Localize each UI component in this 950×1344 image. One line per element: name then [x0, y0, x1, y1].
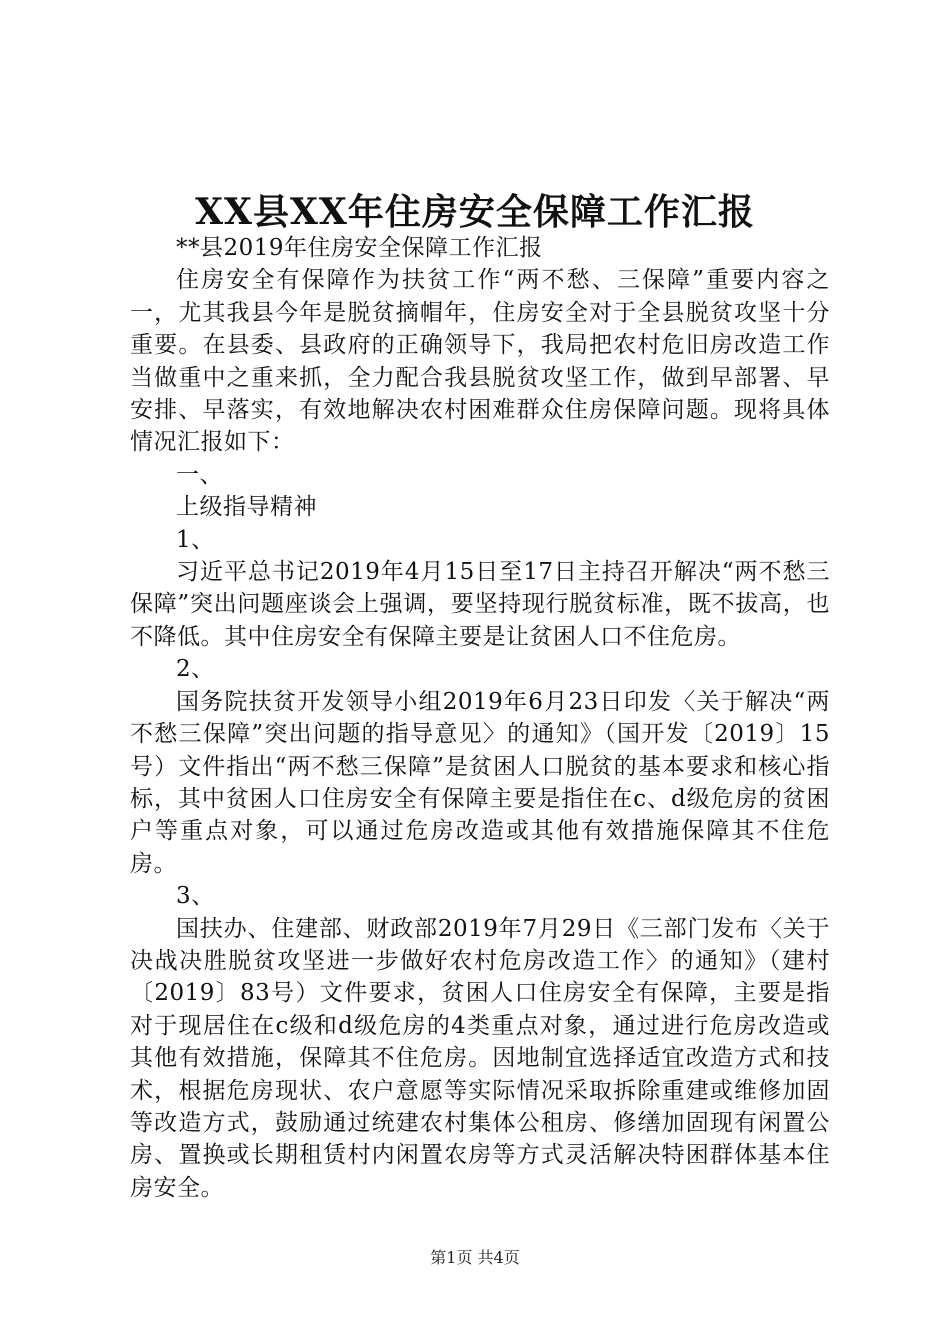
document-body [130, 232, 830, 1204]
item-paragraph-3: 国扶办、住建部、财政部2019年7月29日《三部门发布〈关于决战决胜脱贫攻坚进一步做好农村危房改造工作〉的通知》（建村〔2019〕83号）文件要求，贫困人口住房安全有保障，主要是指对于现居住在c级和d级危房的4类重点对象，通过进行危房改造或其他有效措施，保障其不住危房。因地制宜选择适宜改造方式和技术，根据危房现状、农户意愿等实际情况采取拆除重建或维修加固等改造方式，鼓励通过统建农村集体公租房、修缮加固现有闲置公房、置换或长期租赁村内闲置农房等方式灵活解决特困群体基本住房安全。 [130, 915, 830, 1201]
subtitle-paragraph: **县2019年住房安全保障工作汇报 [176, 235, 543, 261]
item-number-1: 1、 [176, 526, 215, 553]
section-heading: 上级指导精神 [176, 494, 317, 521]
intro-paragraph: 住房安全有保障作为扶贫工作“两不愁、三保障”重要内容之一，尤其我县今年是脱贫摘帽年，住房安全对于全县脱贫攻坚十分重要。在县委、县政府的正确领导下，我局把农村危旧房改造工作当做重中之重来抓，全力配合我县脱贫攻坚工作，做到早部署、早安排、早落实，有效地解决农村困难群众住房保障问题。现将具体情况汇报如下： [130, 267, 830, 456]
page-footer: 第1页 共4页 [430, 1248, 520, 1267]
document-title: XX县XX年住房安全保障工作汇报 [195, 191, 755, 233]
item-paragraph-2: 国务院扶贫开发领导小组2019年6月23日印发〈关于解决“两不愁三保障”突出问题的指导意见〉的通知》（国开发〔2019〕15号）文件指出“两不愁三保障”是贫困人口脱贫的基本要求和核心指标，其中贫困人口住房安全有保障主要是指住在c、d级危房的贫困户等重点对象，可以通过危房改造或其他有效措施保障其不住危房。 [130, 688, 830, 877]
item-number-2: 2、 [176, 656, 215, 683]
item-number-3: 3、 [176, 883, 215, 910]
item-paragraph-1: 习近平总书记2019年4月15日至17日主持召开解决“两不愁三保障”突出问题座谈会上强调，要坚持现行脱贫标准，既不拔高，也不降低。其中住房安全有保障主要是让贫困人口不住危房。 [130, 559, 830, 650]
section-number: 一、 [176, 461, 223, 488]
